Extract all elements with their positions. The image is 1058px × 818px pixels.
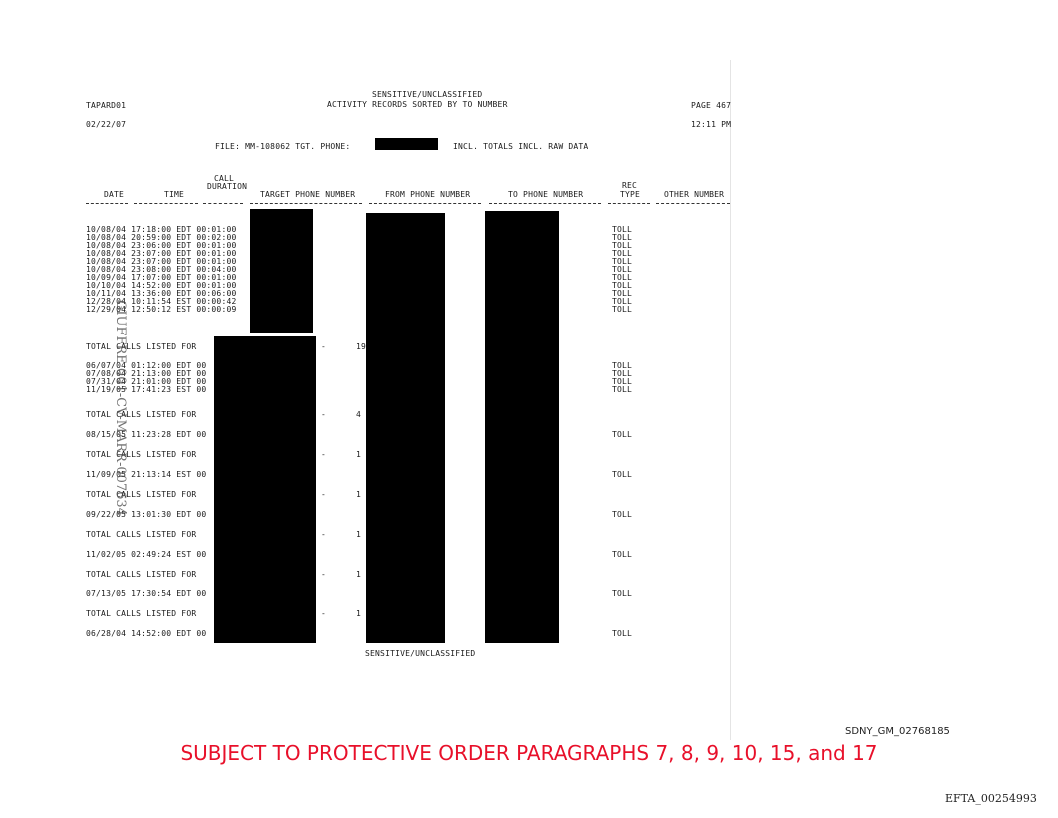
record-row: 10/08/04 23:07:00 EDT 00:01:00 — [86, 257, 237, 266]
record-row: 10/08/04 23:06:00 EDT 00:01:00 — [86, 241, 237, 250]
rec-type: TOLL — [612, 510, 633, 519]
total-count: 1 — [356, 450, 362, 459]
redacted-target-phone — [375, 138, 438, 150]
record-row: 10/09/04 17:07:00 EDT 00:01:00 — [86, 273, 237, 282]
record-row: 11/19/05 17:41:23 EST 00 — [86, 385, 207, 394]
rec-type: TOLL — [612, 470, 633, 479]
rec-type: TOLL — [612, 241, 633, 250]
redaction-target-block1 — [250, 209, 313, 333]
file-line-prefix: FILE: MM-108062 TGT. PHONE: — [215, 142, 351, 151]
rec-type: TOLL — [612, 385, 633, 394]
total-count: 19 — [356, 342, 367, 351]
side-bates-stamp: GIUFFRE 001-CV-MARR-007634 — [113, 300, 128, 516]
rec-type: TOLL — [612, 629, 633, 638]
report-time: 12:11 PM — [691, 120, 732, 129]
record-row: 11/02/05 02:49:24 EST 00 — [86, 550, 207, 559]
rec-type: TOLL — [612, 589, 633, 598]
record-row: 10/10/04 14:52:00 EDT 00:01:00 — [86, 281, 237, 290]
efta-number: EFTA_00254993 — [945, 792, 1037, 805]
rec-type: TOLL — [612, 289, 633, 298]
rec-type: TOLL — [612, 281, 633, 290]
total-label: TOTAL CALLS LISTED FOR — [86, 609, 197, 618]
rec-type: TOLL — [612, 233, 633, 242]
redaction-target-totals — [214, 336, 316, 643]
header-rule — [656, 203, 730, 204]
record-row: 10/08/04 23:07:00 EDT 00:01:00 — [86, 249, 237, 258]
header-rule — [134, 203, 198, 204]
total-dash: - — [321, 490, 327, 499]
record-row: 10/08/04 20:59:00 EDT 00:02:00 — [86, 233, 237, 242]
total-label: TOTAL CALLS LISTED FOR — [86, 530, 197, 539]
total-count: 1 — [356, 609, 362, 618]
page-edge — [730, 60, 731, 740]
total-label: TOTAL CALLS LISTED FOR — [86, 490, 197, 499]
rec-type: TOLL — [612, 297, 633, 306]
col-call: CALL — [214, 174, 235, 183]
col-time: TIME — [164, 190, 185, 199]
report-id: TAPARD01 — [86, 101, 127, 110]
record-row: 12/29/04 12:50:12 EST 00:00:09 — [86, 305, 237, 314]
record-row: 09/22/05 13:01:30 EDT 00 — [86, 510, 207, 519]
total-dash: - — [321, 410, 327, 419]
total-label: TOTAL CALLS LISTED FOR — [86, 410, 197, 419]
rec-type: TOLL — [612, 361, 633, 370]
page-number: PAGE 467 — [691, 101, 732, 110]
record-row: 06/28/04 14:52:00 EDT 00 — [86, 629, 207, 638]
total-count: 1 — [356, 530, 362, 539]
report-title: ACTIVITY RECORDS SORTED BY TO NUMBER — [327, 100, 508, 109]
report-date: 02/22/07 — [86, 120, 127, 129]
total-dash: - — [321, 570, 327, 579]
col-other-number: OTHER NUMBER — [664, 190, 725, 199]
total-count: 4 — [356, 410, 362, 419]
record-row: 10/08/04 17:18:00 EDT 00:01:00 — [86, 225, 237, 234]
record-row: 10/11/04 13:36:00 EDT 00:06:00 — [86, 289, 237, 298]
classification-header: SENSITIVE/UNCLASSIFIED — [372, 90, 483, 99]
total-label: TOTAL CALLS LISTED FOR — [86, 450, 197, 459]
header-rule — [86, 203, 128, 204]
record-row: 10/08/04 23:08:00 EDT 00:04:00 — [86, 265, 237, 274]
col-type: TYPE — [620, 190, 641, 199]
col-duration: DURATION — [207, 182, 248, 191]
bates-number: SDNY_GM_02768185 — [845, 726, 950, 737]
record-row: 06/07/04 01:12:00 EDT 00 — [86, 361, 207, 370]
total-dash: - — [321, 530, 327, 539]
rec-type: TOLL — [612, 225, 633, 234]
header-rule — [608, 203, 650, 204]
col-to-phone: TO PHONE NUMBER — [508, 190, 584, 199]
total-count: 1 — [356, 490, 362, 499]
protective-order-notice: SUBJECT TO PROTECTIVE ORDER PARAGRAPHS 7, 8, 9, 10, 15, and 17 — [180, 741, 878, 765]
header-rule — [203, 203, 243, 204]
record-row: 07/13/05 17:30:54 EDT 00 — [86, 589, 207, 598]
col-target-phone: TARGET PHONE NUMBER — [260, 190, 356, 199]
header-rule — [250, 203, 362, 204]
rec-type: TOLL — [612, 273, 633, 282]
header-rule — [369, 203, 481, 204]
total-dash: - — [321, 342, 327, 351]
file-line-suffix: INCL. TOTALS INCL. RAW DATA — [453, 142, 589, 151]
rec-type: TOLL — [612, 430, 633, 439]
total-label: TOTAL CALLS LISTED FOR — [86, 342, 197, 351]
rec-type: TOLL — [612, 249, 633, 258]
record-row: 07/31/04 21:01:00 EDT 00 — [86, 377, 207, 386]
rec-type: TOLL — [612, 550, 633, 559]
rec-type: TOLL — [612, 265, 633, 274]
header-rule — [489, 203, 601, 204]
col-rec: REC — [622, 181, 638, 190]
redaction-from-column — [366, 213, 445, 643]
col-from-phone: FROM PHONE NUMBER — [385, 190, 471, 199]
rec-type: TOLL — [612, 369, 633, 378]
record-row: 11/09/05 21:13:14 EST 00 — [86, 470, 207, 479]
col-date: DATE — [104, 190, 125, 199]
rec-type: TOLL — [612, 377, 633, 386]
record-row: 07/08/04 21:13:00 EDT 00 — [86, 369, 207, 378]
total-count: 1 — [356, 570, 362, 579]
record-row: 08/15/05 11:23:28 EDT 00 — [86, 430, 207, 439]
rec-type: TOLL — [612, 257, 633, 266]
rec-type: TOLL — [612, 305, 633, 314]
total-dash: - — [321, 450, 327, 459]
total-dash: - — [321, 609, 327, 618]
record-row: 12/28/04 10:11:54 EST 00:00:42 — [86, 297, 237, 306]
total-label: TOTAL CALLS LISTED FOR — [86, 570, 197, 579]
classification-footer: SENSITIVE/UNCLASSIFIED — [365, 649, 476, 658]
redaction-to-column — [485, 211, 559, 643]
